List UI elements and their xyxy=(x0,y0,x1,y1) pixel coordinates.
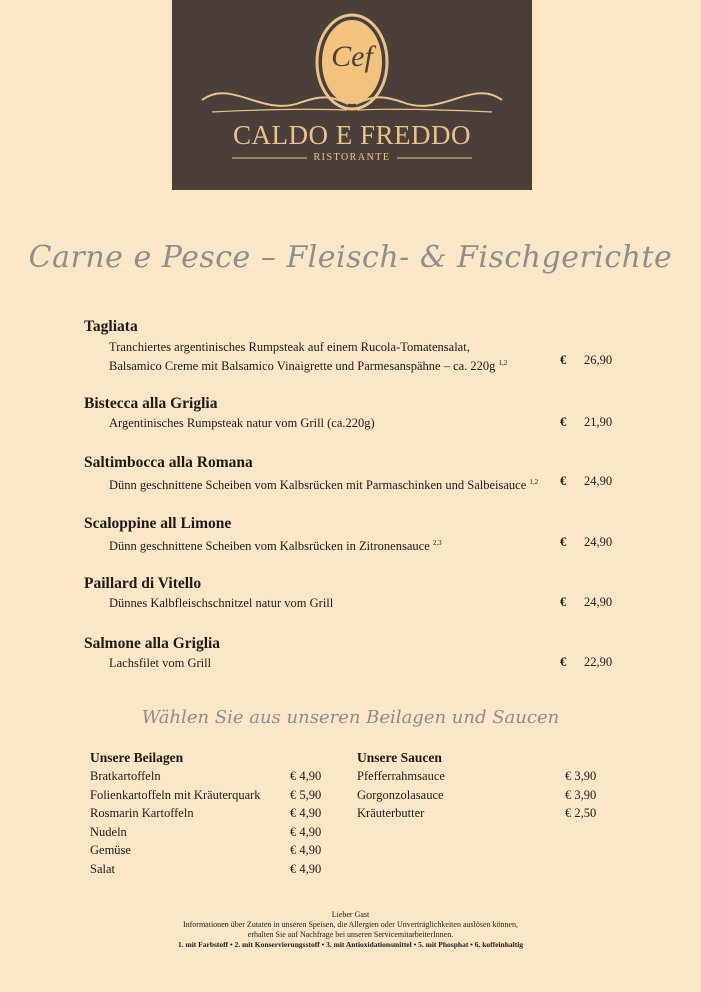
dish-name: Scaloppine all Limone xyxy=(84,515,232,532)
allergen-footer xyxy=(0,910,701,950)
list-item: Folienkartoffeln mit Kräuterquark € 5,90 xyxy=(90,787,322,802)
restaurant-name: CALDO E FREDDO xyxy=(232,120,471,150)
list-item: Gorgonzolasauce € 3,90 xyxy=(357,787,597,802)
currency-symbol: € xyxy=(560,535,567,549)
allergen-codes: 1,2 xyxy=(498,359,508,367)
restaurant-logo xyxy=(172,0,532,190)
dish-price: 21,90 xyxy=(584,415,613,429)
dish-price: 22,90 xyxy=(584,655,613,669)
beilagen-list xyxy=(90,750,330,881)
dish-description: Dünnes Kalbfleischschnitzel natur vom Grill xyxy=(109,596,334,610)
dish-description: Lachsfilet vom Grill xyxy=(109,656,212,670)
sides-heading: Wählen Sie aus unseren Beilagen und Saucen xyxy=(141,707,560,728)
section-title: Carne e Pesce – Fleisch- & Fischgerichte xyxy=(28,240,673,275)
footer-info: Informationen über Zutaten in unseren Speisen, die Allergien oder Unverträglichkeiten auslösen können, xyxy=(182,920,519,929)
footer-allergen-legend: 1. mit Farbstoff • 2. mit Konservierungsstoff • 3. mit Antioxidationsmittel • 5. mit Phosphat • 6. koffeinhaltig xyxy=(177,940,524,949)
list-item: Bratkartoffeln € 4,90 xyxy=(90,769,322,783)
list-item: Rosmarin Kartoffeln € 4,90 xyxy=(90,806,322,821)
beilagen-title: Unsere Beilagen xyxy=(90,750,184,765)
dish-price: 24,90 xyxy=(584,535,613,549)
footer-greeting: Lieber Gast xyxy=(331,910,370,919)
dish-name: Bistecca alla Griglia xyxy=(84,395,218,412)
saucen-title: Unsere Saucen xyxy=(357,750,442,765)
allergen-codes: 2,3 xyxy=(432,539,442,547)
dish-name: Tagliata xyxy=(84,318,138,335)
dish-item xyxy=(84,318,624,378)
currency-symbol: € xyxy=(560,655,567,669)
currency-symbol: € xyxy=(560,474,567,488)
dish-item xyxy=(84,395,624,435)
footer-info-2: erhalten Sie auf Nachfrage bei unseren ServicemitarbeiterInnen. xyxy=(247,930,454,939)
currency-symbol: € xyxy=(560,415,567,429)
list-item: Nudeln € 4,90 xyxy=(90,824,322,839)
dish-name: Saltimbocca alla Romana xyxy=(84,454,253,471)
dish-name: Salmone alla Griglia xyxy=(84,635,221,652)
dish-item xyxy=(84,635,624,675)
list-item: Salat € 4,90 xyxy=(90,861,322,876)
logo-monogram: Cef xyxy=(331,40,373,73)
dish-description: Dünn geschnittene Scheiben vom Kalbsrücken in Zitronensauce $^{2,3}$ xyxy=(109,539,442,554)
currency-symbol: € xyxy=(560,353,567,367)
dish-price: 26,90 xyxy=(584,353,613,367)
dish-item xyxy=(84,454,624,494)
dish-name: Paillard di Vitello xyxy=(84,575,202,592)
dish-price: 24,90 xyxy=(584,595,613,609)
dish-price: 24,90 xyxy=(584,474,613,488)
list-item: Pfefferrahmsauce € 3,90 xyxy=(357,769,597,783)
saucen-list xyxy=(357,750,607,825)
dish-description: Dünn geschnittene Scheiben vom Kalbsrücken mit Parmaschinken und Salbeisauce $^{1,2}$ xyxy=(109,478,539,493)
dish-item xyxy=(84,515,624,555)
allergen-codes: 1,2 xyxy=(529,478,539,486)
dish-description: Tranchiertes argentinisches Rumpsteak auf einem Rucola-Tomatensalat, Balsamico Creme mit Balsamico Vinaigrette und Parmesanspähne – ca. 220g $^{1,2}$ xyxy=(109,340,508,374)
list-item: Gemüse € 4,90 xyxy=(90,843,322,858)
dish-description: Argentinisches Rumpsteak natur vom Grill (ca.220g) xyxy=(109,416,375,430)
list-item: Kräuterbutter € 2,50 xyxy=(357,806,597,821)
currency-symbol: € xyxy=(560,595,567,609)
restaurant-subtitle: RISTORANTE xyxy=(313,152,391,163)
dish-item xyxy=(84,575,624,615)
